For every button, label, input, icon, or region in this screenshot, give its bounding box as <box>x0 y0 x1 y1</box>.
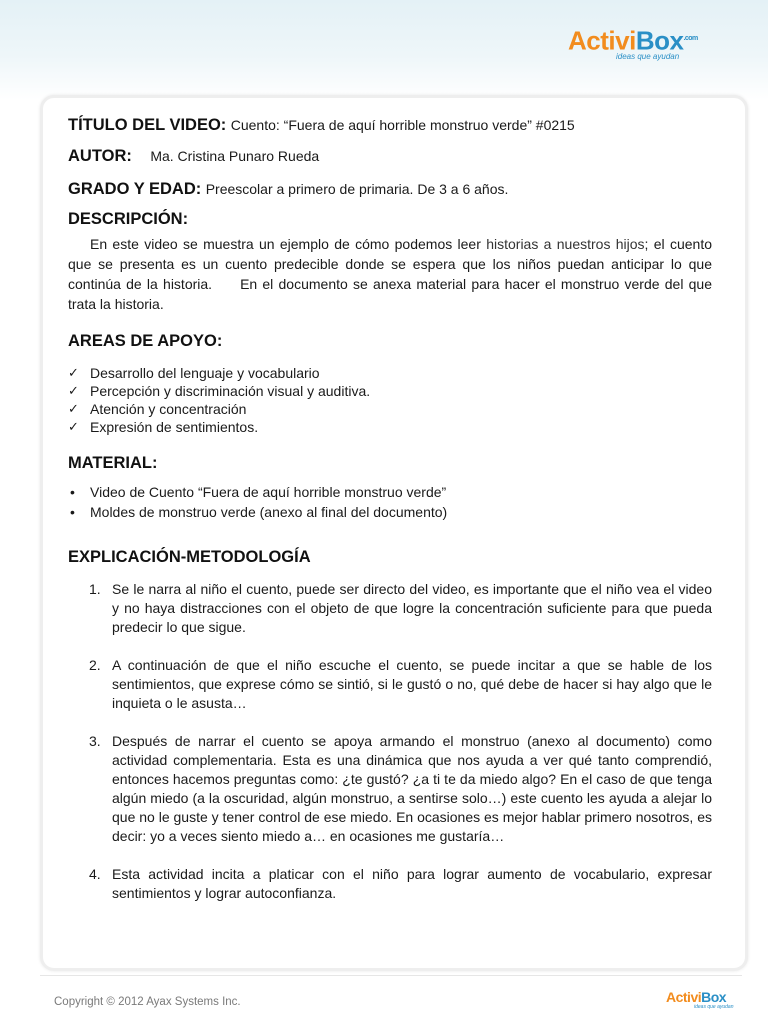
list-item: • Moldes de monstruo verde (anexo al final del documento) <box>70 504 448 520</box>
step-number: 4. <box>89 866 101 882</box>
logo-tagline: ideas que ayudan <box>694 1004 734 1010</box>
explicacion-heading: EXPLICACIÓN-METODOLOGÍA <box>68 548 311 566</box>
logo-activi-text: Activi <box>666 989 702 1005</box>
checkmark-icon: ✓ <box>68 419 79 434</box>
logo-dotcom-text: .com <box>683 35 698 42</box>
step-text: Esta actividad incita a platicar con el niño para lograr aumento de vocabulario, expresar sentimientos y lograr autoconfianza. <box>112 866 712 901</box>
activibox-footer-logo <box>666 989 746 1017</box>
step-item <box>68 865 712 903</box>
autor-label: AUTOR: <box>68 147 132 165</box>
titulo-line <box>68 112 712 138</box>
titulo-label: TÍTULO DEL VIDEO: <box>68 116 227 134</box>
checkmark-icon: ✓ <box>68 383 79 398</box>
list-item: ✓ Atención y concentración <box>68 401 247 417</box>
logo-box-text: Box <box>701 989 727 1005</box>
areas-heading: AREAS DE APOYO: <box>68 332 223 350</box>
logo-box-text: Box <box>635 25 684 56</box>
explicacion-steps <box>68 580 712 903</box>
bullet-icon: • <box>70 504 75 520</box>
grado-value: Preescolar a primero de primaria. De 3 a 6 años. <box>205 181 509 197</box>
step-number: 1. <box>89 581 101 597</box>
list-item: ✓ Percepción y discriminación visual y auditiva. <box>68 383 371 399</box>
list-item: ✓ Desarrollo del lenguaje y vocabulario <box>68 365 320 381</box>
activibox-logo <box>568 24 718 68</box>
step-text: Se le narra al niño el cuento, puede ser directo del video, es importante que el niño vea el video y no haya distracciones con el objeto de que logre la concentración suficiente para que pueda predecir lo que sigue. <box>112 581 712 635</box>
titulo-value: Cuento: “Fuera de aquí horrible monstruo verde” #0215 <box>230 117 575 133</box>
checkmark-icon: ✓ <box>68 365 79 380</box>
document-content <box>68 112 712 922</box>
logo-tagline: ideas que ayudan <box>616 52 680 61</box>
descripcion-text-1: En este video se muestra un ejemplo de cómo podemos leer <box>90 236 487 252</box>
footer-divider <box>40 975 742 976</box>
step-number: 2. <box>89 657 101 673</box>
list-item: ✓ Expresión de sentimientos. <box>68 419 259 435</box>
autor-value: Ma. Cristina Punaro Rueda <box>150 148 320 164</box>
checkmark-icon: ✓ <box>68 401 79 416</box>
step-number: 3. <box>89 733 101 749</box>
descripcion-text-3: En el documento se anexa material para hacer el monstruo verde del que trata la historia. <box>68 276 712 312</box>
logo-activi-text: Activi <box>568 25 636 56</box>
descripcion-heading: DESCRIPCIÓN: <box>68 210 189 228</box>
list-item: • Video de Cuento “Fuera de aquí horrible monstruo verde” <box>70 484 447 500</box>
descripcion-text-2: ; el cuento que se presenta es un cuento predecible donde se espera que los niños puedan anticipar lo que continúa de la historia. <box>68 236 712 292</box>
grado-label: GRADO Y EDAD: <box>68 180 202 198</box>
step-text: A continuación de que el niño escuche el cuento, se puede incitar a que se hable de los sentimientos, que exprese cómo se sintió, si le gustó o no, qué debe de hacer si hay algo que le inquieta o le asusta… <box>112 657 712 711</box>
bullet-icon: • <box>70 484 75 500</box>
material-list <box>68 482 712 522</box>
grado-line <box>68 173 712 206</box>
step-item <box>68 732 712 846</box>
step-item <box>68 580 712 637</box>
step-text: Después de narrar el cuento se apoya armando el monstruo (anexo al documento) como actividad complementaria. Esta es una dinámica que nos ayuda a ver qué tanto comprendió, entonces hacemos preguntas como: ¿te gustó? ¿a ti te da miedo algo? En el caso de que tenga algún miedo (a la oscuridad, algún monstruo, a sentirse solo…) este cuento les ayuda a alejar lo que no le guste y tener control de ese miedo. En ocasiones es mejor hablar primero nosotros, es decir: yo a veces siento miedo a… en ocasiones me gustaría… <box>112 733 712 844</box>
copyright-text: Copyright © 2012 Ayax Systems Inc. <box>54 996 241 1008</box>
historias-link[interactable]: historias a nuestros hijos <box>486 236 645 252</box>
autor-line <box>68 140 712 173</box>
step-item <box>68 656 712 713</box>
descripcion-paragraph <box>68 234 712 314</box>
material-heading: MATERIAL: <box>68 454 158 472</box>
areas-list <box>68 364 712 436</box>
